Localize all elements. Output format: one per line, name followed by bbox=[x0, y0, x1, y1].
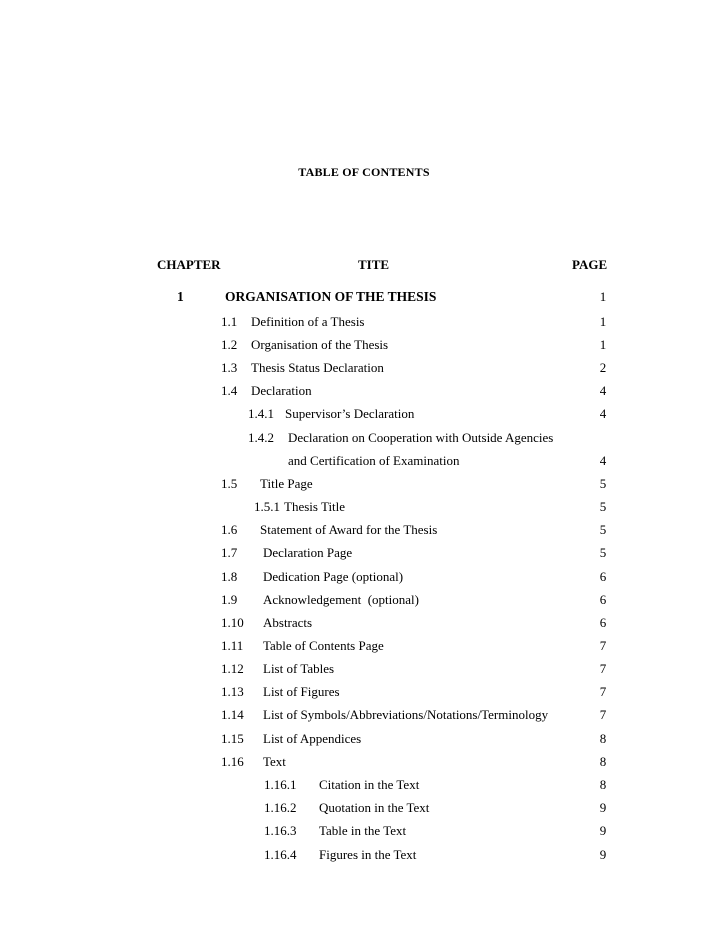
toc-entry-page: 8 bbox=[599, 754, 607, 769]
toc-entry-number: 1.10 bbox=[221, 615, 244, 630]
page-title: TABLE OF CONTENTS bbox=[298, 165, 430, 179]
header-title: TITE bbox=[358, 257, 390, 272]
toc-entry-text: List of Symbols/Abbreviations/Notations/Terminology bbox=[263, 707, 549, 722]
toc-entry-page: 8 bbox=[599, 777, 607, 792]
toc-entry-text: Thesis Status Declaration bbox=[251, 360, 384, 375]
toc-entry-page: 6 bbox=[599, 615, 607, 630]
toc-entry-text: Citation in the Text bbox=[319, 777, 420, 792]
toc-entry-page: 1 bbox=[599, 337, 607, 352]
toc-entry-text: Quotation in the Text bbox=[319, 800, 430, 815]
toc-entry-page: 1 bbox=[599, 314, 607, 329]
toc-entry-text: Abstracts bbox=[263, 615, 313, 630]
toc-entry-text: Declaration on Cooperation with Outside Agencies bbox=[288, 430, 554, 445]
toc-entry-number: 1.9 bbox=[221, 592, 238, 607]
toc-entry-page: 6 bbox=[599, 592, 607, 607]
toc-entry-page: 4 bbox=[599, 383, 607, 398]
toc-entry-text: Definition of a Thesis bbox=[251, 314, 365, 329]
toc-entry-text: Thesis Title bbox=[284, 499, 346, 514]
toc-entry-page: 7 bbox=[599, 684, 607, 699]
toc-entry-page: 2 bbox=[599, 360, 607, 375]
header-page: PAGE bbox=[572, 257, 608, 272]
toc-entry-number: 1.5 bbox=[221, 476, 238, 491]
toc-entry-page: 4 bbox=[599, 453, 607, 468]
toc-entry-number: 1.4.1 bbox=[248, 406, 274, 421]
toc-entry-page: 5 bbox=[599, 522, 607, 537]
toc-entry-page: 9 bbox=[599, 823, 607, 838]
toc-entry-number: 1.7 bbox=[221, 545, 238, 560]
toc-entry-number: 1.2 bbox=[221, 337, 238, 352]
chapter-number: 1 bbox=[177, 289, 184, 304]
toc-entry-text: Acknowledgement (optional) bbox=[263, 592, 419, 607]
toc-entry-number: 1.12 bbox=[221, 661, 244, 676]
toc-entry-number: 1.13 bbox=[221, 684, 244, 699]
toc-entry-number: 1.14 bbox=[221, 707, 244, 722]
toc-entry-text-continued: and Certification of Examination bbox=[288, 453, 460, 468]
toc-entry-text: Title Page bbox=[260, 476, 313, 491]
toc-entry-number: 1.16.1 bbox=[264, 777, 297, 792]
chapter-title: ORGANISATION OF THE THESIS bbox=[225, 289, 437, 304]
toc-entry-page: 5 bbox=[599, 476, 607, 491]
toc-entry-text: List of Figures bbox=[263, 684, 340, 699]
toc-entry-text: Statement of Award for the Thesis bbox=[260, 522, 438, 537]
toc-entry-page: 8 bbox=[599, 731, 607, 746]
toc-entry-text: List of Appendices bbox=[263, 731, 362, 746]
toc-entry-number: 1.3 bbox=[221, 360, 238, 375]
toc-entry-number: 1.16.2 bbox=[264, 800, 297, 815]
toc-entry-text: Table of Contents Page bbox=[263, 638, 384, 653]
toc-entry-text: Declaration bbox=[251, 383, 312, 398]
toc-entry-page: 9 bbox=[599, 800, 607, 815]
toc-entry-number: 1.8 bbox=[221, 569, 238, 584]
toc-entry-number: 1.4 bbox=[221, 383, 238, 398]
toc-entry-text: Declaration Page bbox=[263, 545, 353, 560]
toc-entry-page: 5 bbox=[599, 499, 607, 514]
toc-entry-page: 7 bbox=[599, 661, 607, 676]
toc-entry-page: 7 bbox=[599, 638, 607, 653]
toc-entry-text: Table in the Text bbox=[319, 823, 407, 838]
toc-entry-page: 9 bbox=[599, 847, 607, 862]
toc-entry-text: List of Tables bbox=[263, 661, 335, 676]
toc-entry-number: 1.4.2 bbox=[248, 430, 274, 445]
toc-entry-text: Figures in the Text bbox=[319, 847, 417, 862]
toc-entry-text: Organisation of the Thesis bbox=[251, 337, 389, 352]
toc-entry-page: 4 bbox=[599, 406, 607, 421]
toc-entry-number: 1.5.1 bbox=[254, 499, 280, 514]
toc-entry-number: 1.6 bbox=[221, 522, 238, 537]
toc-entry-number: 1.11 bbox=[221, 638, 244, 653]
toc-entry-text: Dedication Page (optional) bbox=[263, 569, 404, 584]
toc-entry-number: 1.1 bbox=[221, 314, 238, 329]
toc-entry-number: 1.15 bbox=[221, 731, 244, 746]
toc-entry-number: 1.16.4 bbox=[264, 847, 297, 862]
toc-entry-number: 1.16 bbox=[221, 754, 244, 769]
header-chapter: CHAPTER bbox=[157, 257, 221, 272]
toc-entry-page: 7 bbox=[599, 707, 607, 722]
chapter-page: 1 bbox=[599, 289, 607, 304]
toc-entry-page: 6 bbox=[599, 569, 607, 584]
toc-entry-text: Supervisor’s Declaration bbox=[285, 406, 415, 421]
toc-entry-text: Text bbox=[263, 754, 286, 769]
toc-entry-page: 5 bbox=[599, 545, 607, 560]
toc-entry-number: 1.16.3 bbox=[264, 823, 297, 838]
